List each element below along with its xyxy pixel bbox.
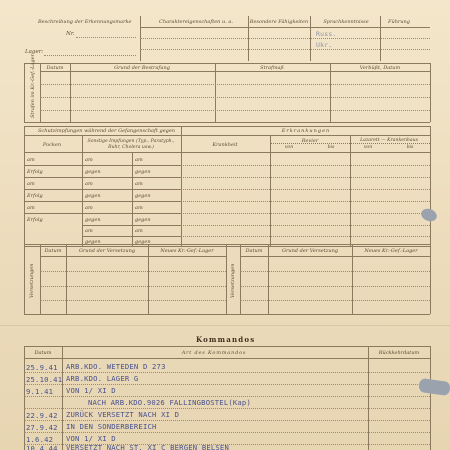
impf-cell: am — [135, 228, 143, 234]
impf-col-pocken: Pocken — [42, 142, 62, 148]
kommando-date: 1.6.42 — [26, 435, 54, 444]
faehigkeiten-label: Besondere Fähigkeiten — [249, 19, 309, 25]
impf-row-erfolg-2: Erfolg — [27, 193, 43, 199]
impf-cell: gegen — [85, 217, 101, 223]
erkr-col-revier: Revier — [301, 138, 319, 144]
kommandos-title: Kommandos — [196, 335, 256, 344]
impf-cell: gegen — [85, 193, 101, 199]
erkr-col-lazarett-bis: bis — [406, 145, 414, 150]
impf-cell: am — [85, 157, 93, 163]
impf-cell: gegen — [85, 169, 101, 175]
impf-cell: am — [135, 205, 143, 211]
vers-col-datum-right: Datum — [245, 248, 263, 254]
kommando-text: VON 1/ XI D — [66, 386, 116, 395]
impf-cell: am — [85, 228, 93, 234]
fuehrung-label: Führung — [388, 19, 410, 25]
kommando-date: 22.9.42 — [26, 411, 58, 420]
vers-col-lager-left: Neues Kr.-Gef.-Lager — [160, 248, 214, 254]
impf-row-am-2: am — [27, 181, 35, 187]
sprachkenntnisse-label: Sprachkenntnisse — [323, 19, 369, 25]
impf-cell: gegen — [135, 193, 151, 199]
kommando-date: 25.9.41 — [26, 363, 58, 372]
kommando-text: VERSETZT NACH ST. XI C BERGEN BELSEN — [66, 443, 229, 450]
charakter-label: Charaktereigenschaften u. a. — [159, 19, 233, 25]
impf-cell: am — [85, 181, 93, 187]
strafen-side-label: Strafen im Kr.-Gef.-Lager — [30, 54, 36, 118]
erkr-col-lazarett-von: von — [363, 145, 373, 150]
kommando-text: ZURÜCK VERSETZT NACH XI D — [66, 410, 180, 419]
language-entry-2: Ukr. — [316, 41, 333, 49]
paper-clip — [418, 378, 450, 396]
kommando-date: 27.9.42 — [26, 423, 58, 432]
kommando-text: VON 1/ XI D — [66, 434, 116, 443]
impf-col-sonstige: Sonstige Impfungen (Typ., Paratyph., Ruhr, Cholera usw.) — [87, 139, 175, 150]
erkennungsmarke-label: Beschreibung der Erkennungsmarke — [38, 19, 132, 25]
impf-cell: gegen — [135, 217, 151, 223]
impf-row-erfolg-3: Erfolg — [27, 217, 43, 223]
language-entry-1: Russ. — [316, 30, 337, 38]
erkr-col-lazarett: Lazarett — Krankenhaus — [360, 138, 418, 143]
impf-cell: gegen — [85, 239, 101, 245]
vers-col-grund-right: Grund der Versetzung — [281, 248, 339, 254]
impf-cell: am — [135, 181, 143, 187]
impf-cell: am — [135, 157, 143, 163]
impf-row-erfolg-1: Erfolg — [27, 169, 43, 175]
erkr-col-revier-bis: bis — [327, 145, 335, 150]
versetzungen-side-label-right: Versetzungen — [230, 263, 236, 298]
kommando-text: ARB.KDO. WETEDEN D 273 — [66, 362, 166, 371]
strafen-col-datum: Datum — [46, 65, 64, 71]
kdo-col-datum: Datum — [34, 350, 52, 356]
kommando-text: NACH ARB.KDO.9026 FALLINGBOSTEL(Kap) — [88, 398, 251, 407]
strafen-col-grund: Grund der Bestrafung — [114, 65, 170, 71]
nr-label: Nr. — [66, 31, 75, 37]
impfungen-header: Schutzimpfungen während der Gefangenschaft gegen — [38, 128, 176, 134]
vers-col-datum-left: Datum — [44, 248, 62, 254]
kdo-col-art: Art des Kommandos — [181, 350, 247, 356]
kommando-date: 10.4.44 — [26, 444, 58, 450]
kommando-date: 25.10.41 — [26, 375, 63, 384]
impf-cell: gegen — [135, 169, 151, 175]
lager-label: Lager: — [25, 49, 44, 55]
impf-cell: am — [85, 205, 93, 211]
erkrankungen-header: Erkrankungen — [281, 128, 331, 134]
kommando-text: IN DEN SONDERBEREICH — [66, 422, 157, 431]
punch-hole — [419, 207, 438, 224]
versetzungen-side-label-left: Versetzungen — [29, 263, 35, 298]
kommando-text: ARB.KDO. LAGER G — [66, 374, 139, 383]
erkr-col-revier-von: von — [284, 145, 294, 150]
impf-cell: gegen — [135, 239, 151, 245]
strafen-col-verbuesst: Verbüßt, Datum — [359, 65, 401, 71]
strafen-col-strafmass: Strafmaß — [260, 65, 284, 71]
erkr-col-krankheit: Krankheit — [212, 142, 238, 148]
kdo-col-rueckkehr: Rückkehrdatum — [378, 350, 420, 356]
kommando-date: 9.1.41 — [26, 387, 54, 396]
impf-row-am-1: am — [27, 157, 35, 163]
vers-col-lager-right: Neues Kr.-Gef.-Lager — [364, 248, 418, 254]
vers-col-grund-left: Grund der Versetzung — [78, 248, 136, 254]
impf-row-am-3: am — [27, 205, 35, 211]
